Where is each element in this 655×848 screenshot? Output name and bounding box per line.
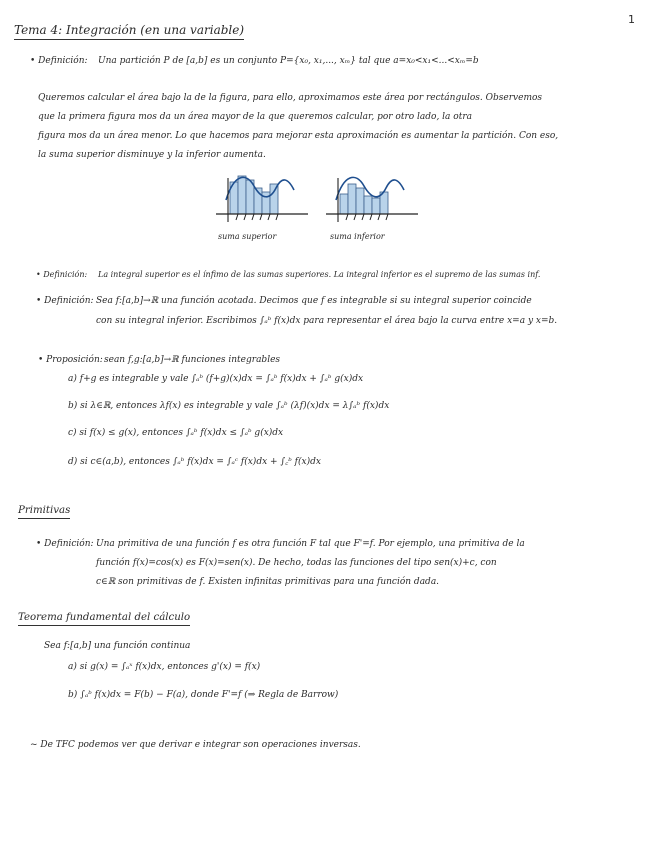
tfc-intro: Sea f:[a,b] una función continua	[44, 641, 191, 651]
def4-line-1: Una primitiva de una función f es otra función F tal que F'=f. Por ejemplo, una primitiva de la	[96, 539, 525, 549]
para1-line-3: figura mos da un área menor. Lo que hacemos para mejorar esta aproximación es aumentar la partición. Con eso,	[38, 131, 559, 141]
def4-line-3: c∈ℝ son primitivas de f. Existen infinitas primitivas para una función dada.	[96, 577, 440, 587]
prop-item-b: b) si λ∈ℝ, entonces λf(x) es integrable y vale ∫ₐᵇ (λf)(x)dx = λ∫ₐᵇ f(x)dx	[68, 401, 390, 411]
upper-sum-figure	[212, 170, 312, 225]
upper-sum-label: suma superior	[218, 232, 277, 241]
conclusion: ~ De TFC podemos ver que derivar e integrar son operaciones inversas.	[30, 740, 361, 750]
prop-item-a: a) f+g es integrable y vale ∫ₐᵇ (f+g)(x)dx = ∫ₐᵇ f(x)dx + ∫ₐᵇ g(x)dx	[68, 374, 364, 384]
def2-text: La integral superior es el ínfimo de las sumas superiores. La integral inferior es el supremo de las sumas inf.	[98, 270, 541, 279]
lower-sum-figure	[322, 170, 422, 225]
def4-label: • Definición:	[36, 539, 94, 549]
prop-intro: sean f,g:[a,b]→ℝ funciones integrables	[104, 355, 281, 365]
para1-line-4: la suma superior disminuye y la inferior aumenta.	[38, 150, 266, 160]
para1-line-1: Queremos calcular el área bajo la de la figura, para ello, aproximamos este área por rectángulos. Observemos	[38, 93, 543, 103]
def3-line-1: Sea f:[a,b]→ℝ una función acotada. Decimos que f es integrable si su integral superior coincide	[96, 296, 532, 306]
primitivas-title: Primitivas	[18, 505, 70, 519]
def1-text: Una partición P de [a,b] es un conjunto P={x₀, x₁,..., xₘ} tal que a=x₀<x₁<...<xₘ=b	[98, 56, 479, 66]
tfc-item-b: b) ∫ₐᵇ f(x)dx = F(b) − F(a), donde F'=f (⇒ Regla de Barrow)	[68, 690, 339, 700]
para1-line-2: que la primera figura mos da un área mayor de la que queremos calcular, por otro lado, la otra	[38, 112, 472, 122]
prop-item-c: c) si f(x) ≤ g(x), entonces ∫ₐᵇ f(x)dx ≤ ∫ₐᵇ g(x)dx	[68, 428, 284, 438]
tema-title: Tema 4: Integración (en una variable)	[14, 24, 244, 40]
def4-line-2: función f(x)=cos(x) es F(x)=sen(x). De hecho, todas las funciones del tipo sen(x)+c, con	[96, 558, 497, 568]
prop-item-d: d) si c∈(a,b), entonces ∫ₐᵇ f(x)dx = ∫ₐᶜ f(x)dx + ∫꜀ᵇ f(x)dx	[68, 457, 321, 467]
def2-label: • Definición:	[36, 270, 88, 279]
def3-label: • Definición:	[36, 296, 94, 306]
page-number: 1	[628, 13, 635, 26]
tfc-item-a: a) si g(x) = ∫ₐˣ f(x)dx, entonces g'(x) = f(x)	[68, 662, 261, 672]
lower-sum-label: suma inferior	[330, 232, 385, 241]
def3-line-2: con su integral inferior. Escribimos ∫ₐᵇ f(x)dx para representar el área bajo la curva entre x=a y x=b.	[96, 316, 558, 326]
def1-label: • Definición:	[30, 56, 88, 66]
prop-label: • Proposición:	[38, 355, 103, 365]
tfc-title: Teorema fundamental del cálculo	[18, 612, 190, 626]
